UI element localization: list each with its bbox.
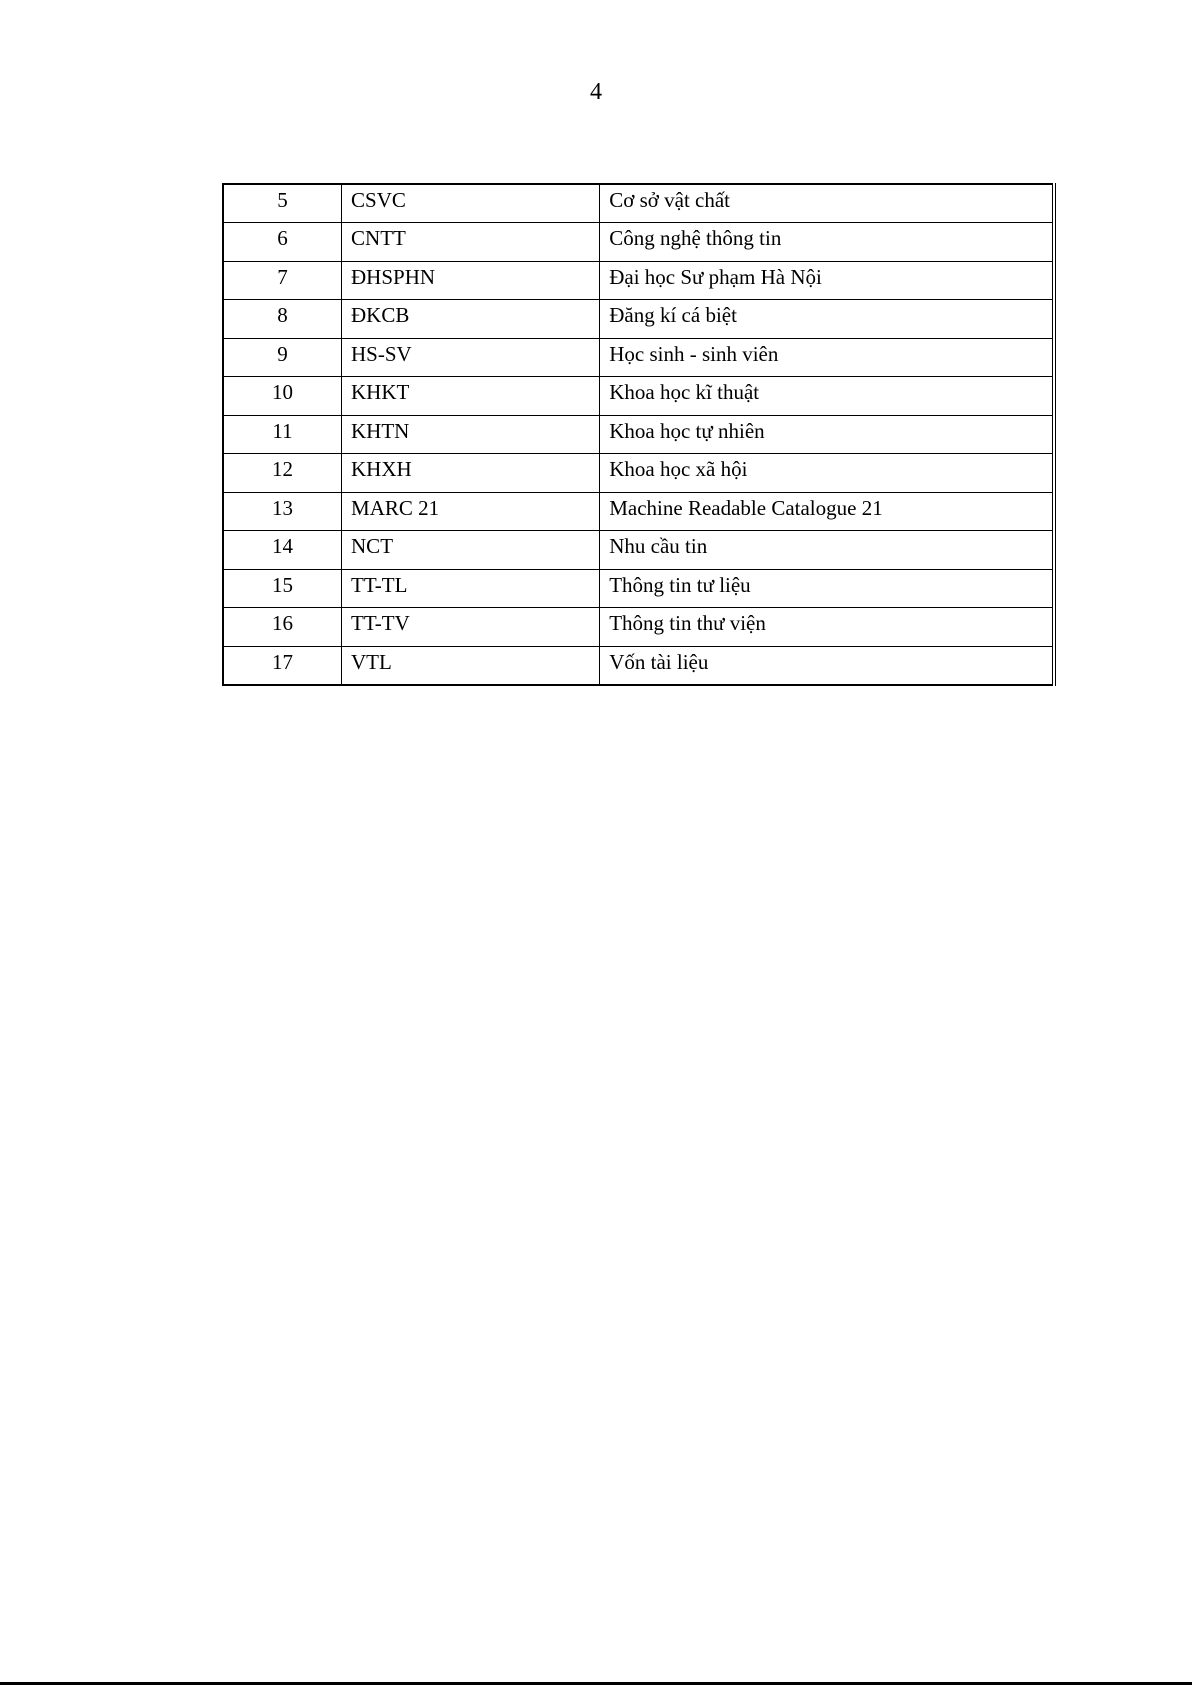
row-number: 16 xyxy=(223,608,342,647)
abbreviation: CSVC xyxy=(342,184,600,223)
full-term: Khoa học xã hội xyxy=(600,454,1054,493)
row-number: 14 xyxy=(223,531,342,570)
row-number: 8 xyxy=(223,300,342,339)
abbreviation: NCT xyxy=(342,531,600,570)
full-term: Khoa học kĩ thuật xyxy=(600,377,1054,416)
full-term: Đại học Sư phạm Hà Nội xyxy=(600,261,1054,300)
abbreviation: HS-SV xyxy=(342,338,600,377)
full-term: Cơ sở vật chất xyxy=(600,184,1054,223)
table-row xyxy=(223,261,1054,300)
row-number: 17 xyxy=(223,646,342,685)
row-number: 6 xyxy=(223,223,342,262)
table-row xyxy=(223,300,1054,339)
row-number: 7 xyxy=(223,261,342,300)
abbreviation: TT-TV xyxy=(342,608,600,647)
table-row xyxy=(223,492,1054,531)
abbreviation: MARC 21 xyxy=(342,492,600,531)
table-row xyxy=(223,415,1054,454)
table-row xyxy=(223,338,1054,377)
full-term: Học sinh - sinh viên xyxy=(600,338,1054,377)
full-term: Thông tin tư liệu xyxy=(600,569,1054,608)
row-number: 12 xyxy=(223,454,342,493)
full-term: Machine Readable Catalogue 21 xyxy=(600,492,1054,531)
table-row xyxy=(223,223,1054,262)
abbreviation: KHXH xyxy=(342,454,600,493)
abbreviation: VTL xyxy=(342,646,600,685)
table-row xyxy=(223,184,1054,223)
table-row xyxy=(223,646,1054,685)
abbreviation: KHKT xyxy=(342,377,600,416)
abbreviation: TT-TL xyxy=(342,569,600,608)
row-number: 5 xyxy=(223,184,342,223)
page-number: 4 xyxy=(590,79,602,105)
full-term: Vốn tài liệu xyxy=(600,646,1054,685)
table-row xyxy=(223,531,1054,570)
row-number: 11 xyxy=(223,415,342,454)
abbreviation: ĐHSPHN xyxy=(342,261,600,300)
row-number: 9 xyxy=(223,338,342,377)
row-number: 10 xyxy=(223,377,342,416)
table-row xyxy=(223,569,1054,608)
full-term: Nhu cầu tin xyxy=(600,531,1054,570)
abbreviation: CNTT xyxy=(342,223,600,262)
full-term: Công nghệ thông tin xyxy=(600,223,1054,262)
table-row xyxy=(223,454,1054,493)
full-term: Thông tin thư viện xyxy=(600,608,1054,647)
full-term: Khoa học tự nhiên xyxy=(600,415,1054,454)
abbreviation: KHTN xyxy=(342,415,600,454)
table-row xyxy=(223,608,1054,647)
row-number: 13 xyxy=(223,492,342,531)
abbreviation-table xyxy=(222,183,1056,686)
full-term: Đăng kí cá biệt xyxy=(600,300,1054,339)
table-row xyxy=(223,377,1054,416)
abbreviation: ĐKCB xyxy=(342,300,600,339)
row-number: 15 xyxy=(223,569,342,608)
